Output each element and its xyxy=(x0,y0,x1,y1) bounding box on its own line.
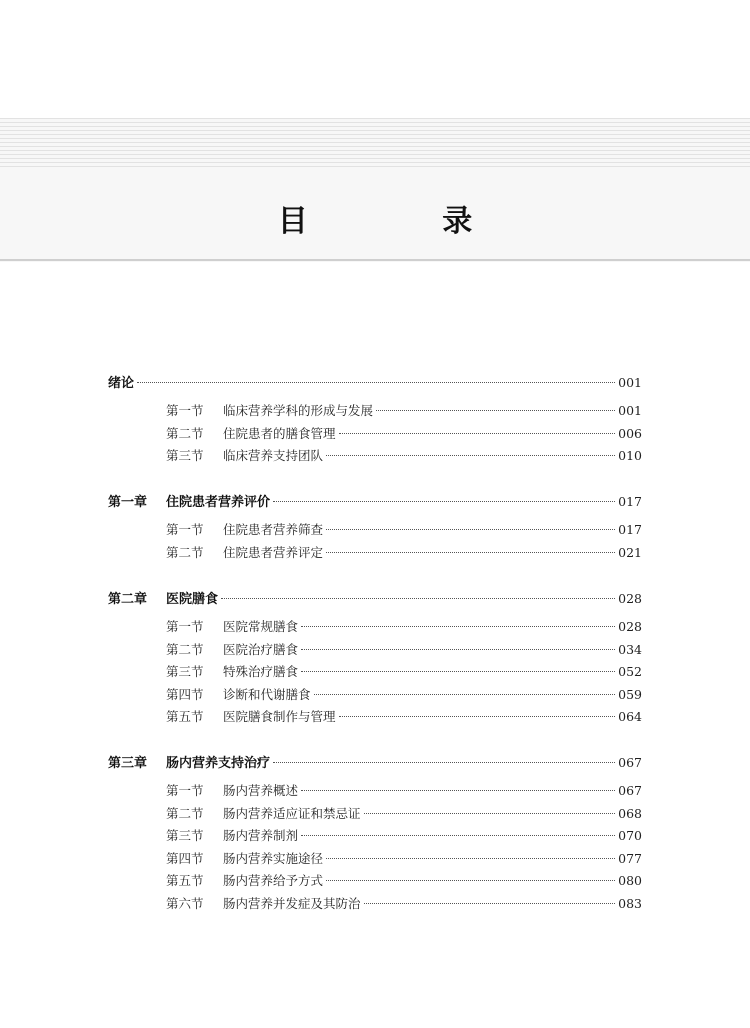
dot-leader xyxy=(326,880,615,881)
page-number: 064 xyxy=(618,709,642,724)
dot-leader xyxy=(301,649,615,650)
chapter-title: 住院患者营养评价 xyxy=(166,495,271,510)
dot-leader xyxy=(326,455,615,456)
section-number: 第二节 xyxy=(166,806,204,821)
toc-section-entry[interactable] xyxy=(166,781,642,803)
page-number: 017 xyxy=(618,494,642,509)
section-number: 第二节 xyxy=(166,642,204,657)
section-number: 第一节 xyxy=(166,403,204,418)
dot-leader xyxy=(314,694,616,695)
page-number: 077 xyxy=(618,851,642,866)
section-number: 第三节 xyxy=(166,828,204,843)
chapter-title: 肠内营养支持治疗 xyxy=(166,756,271,771)
dot-leader xyxy=(221,598,615,599)
page-number: 068 xyxy=(618,806,642,821)
toc-chapter-entry[interactable] xyxy=(108,588,642,610)
toc-section-entry[interactable] xyxy=(166,871,642,893)
dot-leader xyxy=(326,858,615,859)
page-number: 028 xyxy=(618,619,642,634)
section-title: 特殊治疗膳食 xyxy=(223,664,299,679)
dot-leader xyxy=(301,790,615,791)
toc-section-entry[interactable] xyxy=(166,401,642,423)
section-title: 肠内营养概述 xyxy=(223,783,299,798)
toc-chapter-entry[interactable] xyxy=(108,491,642,513)
section-number: 第一节 xyxy=(166,619,204,634)
section-number: 第二节 xyxy=(166,426,204,441)
section-number: 第一节 xyxy=(166,522,204,537)
page-number: 067 xyxy=(618,755,642,770)
dot-leader xyxy=(273,501,615,502)
toc-section-entry[interactable] xyxy=(166,424,642,446)
section-number: 第四节 xyxy=(166,687,204,702)
section-number: 第五节 xyxy=(166,873,204,888)
dot-leader xyxy=(301,835,615,836)
toc-section-entry[interactable] xyxy=(166,446,642,468)
section-number: 第六节 xyxy=(166,896,204,911)
page-number: 034 xyxy=(618,642,642,657)
page-title: 目 录 xyxy=(277,204,535,239)
section-title: 诊断和代谢膳食 xyxy=(223,687,311,702)
dot-leader xyxy=(137,382,615,383)
chapter-title: 绪论 xyxy=(108,376,135,391)
section-number: 第五节 xyxy=(166,709,204,724)
section-title: 肠内营养给予方式 xyxy=(223,873,324,888)
section-title: 肠内营养实施途径 xyxy=(223,851,324,866)
section-number: 第四节 xyxy=(166,851,204,866)
section-title: 医院常规膳食 xyxy=(223,619,299,634)
page-number: 067 xyxy=(618,783,642,798)
header-divider xyxy=(0,259,750,261)
toc-section-entry[interactable] xyxy=(166,640,642,662)
toc-section-entry[interactable] xyxy=(166,662,642,684)
toc-section-entry[interactable] xyxy=(166,804,642,826)
header-stripes xyxy=(0,118,750,170)
toc-section-entry[interactable] xyxy=(166,617,642,639)
section-number: 第三节 xyxy=(166,664,204,679)
section-number: 第三节 xyxy=(166,448,204,463)
section-title: 临床营养学科的形成与发展 xyxy=(223,403,374,418)
toc-chapter-entry[interactable] xyxy=(108,752,642,774)
page-number: 080 xyxy=(618,873,642,888)
dot-leader xyxy=(273,762,615,763)
toc-section-entry[interactable] xyxy=(166,520,642,542)
section-title: 住院患者营养评定 xyxy=(223,545,324,560)
page-number: 001 xyxy=(618,403,642,418)
toc-chapter-entry[interactable] xyxy=(108,372,642,394)
toc-section-entry[interactable] xyxy=(166,894,642,916)
chapter-number: 第二章 xyxy=(108,592,148,607)
dot-leader xyxy=(364,813,616,814)
toc-section-entry[interactable] xyxy=(166,849,642,871)
section-title: 肠内营养适应证和禁忌证 xyxy=(223,806,361,821)
page-number: 001 xyxy=(618,375,642,390)
page-number: 006 xyxy=(618,426,642,441)
page-number: 059 xyxy=(618,687,642,702)
dot-leader xyxy=(301,626,615,627)
page-number: 028 xyxy=(618,591,642,606)
section-number: 第一节 xyxy=(166,783,204,798)
dot-leader xyxy=(376,410,615,411)
section-title: 住院患者营养筛查 xyxy=(223,522,324,537)
dot-leader xyxy=(301,671,615,672)
page-number: 052 xyxy=(618,664,642,679)
section-title: 肠内营养并发症及其防治 xyxy=(223,896,361,911)
chapter-number: 第三章 xyxy=(108,756,148,771)
section-title: 医院治疗膳食 xyxy=(223,642,299,657)
toc-section-entry[interactable] xyxy=(166,707,642,729)
dot-leader xyxy=(326,552,615,553)
page-number: 083 xyxy=(618,896,642,911)
chapter-number: 第一章 xyxy=(108,495,148,510)
toc-section-entry[interactable] xyxy=(166,826,642,848)
section-title: 临床营养支持团队 xyxy=(223,448,324,463)
page-number: 070 xyxy=(618,828,642,843)
section-number: 第二节 xyxy=(166,545,204,560)
toc-section-entry[interactable] xyxy=(166,685,642,707)
section-title: 肠内营养制剂 xyxy=(223,828,299,843)
page-number: 017 xyxy=(618,522,642,537)
dot-leader xyxy=(339,433,616,434)
page-number: 021 xyxy=(618,545,642,560)
dot-leader xyxy=(364,903,616,904)
dot-leader xyxy=(326,529,615,530)
section-title: 医院膳食制作与管理 xyxy=(223,709,336,724)
toc-section-entry[interactable] xyxy=(166,543,642,565)
chapter-title: 医院膳食 xyxy=(166,592,219,607)
page-number: 010 xyxy=(618,448,642,463)
section-title: 住院患者的膳食管理 xyxy=(223,426,336,441)
dot-leader xyxy=(339,716,616,717)
